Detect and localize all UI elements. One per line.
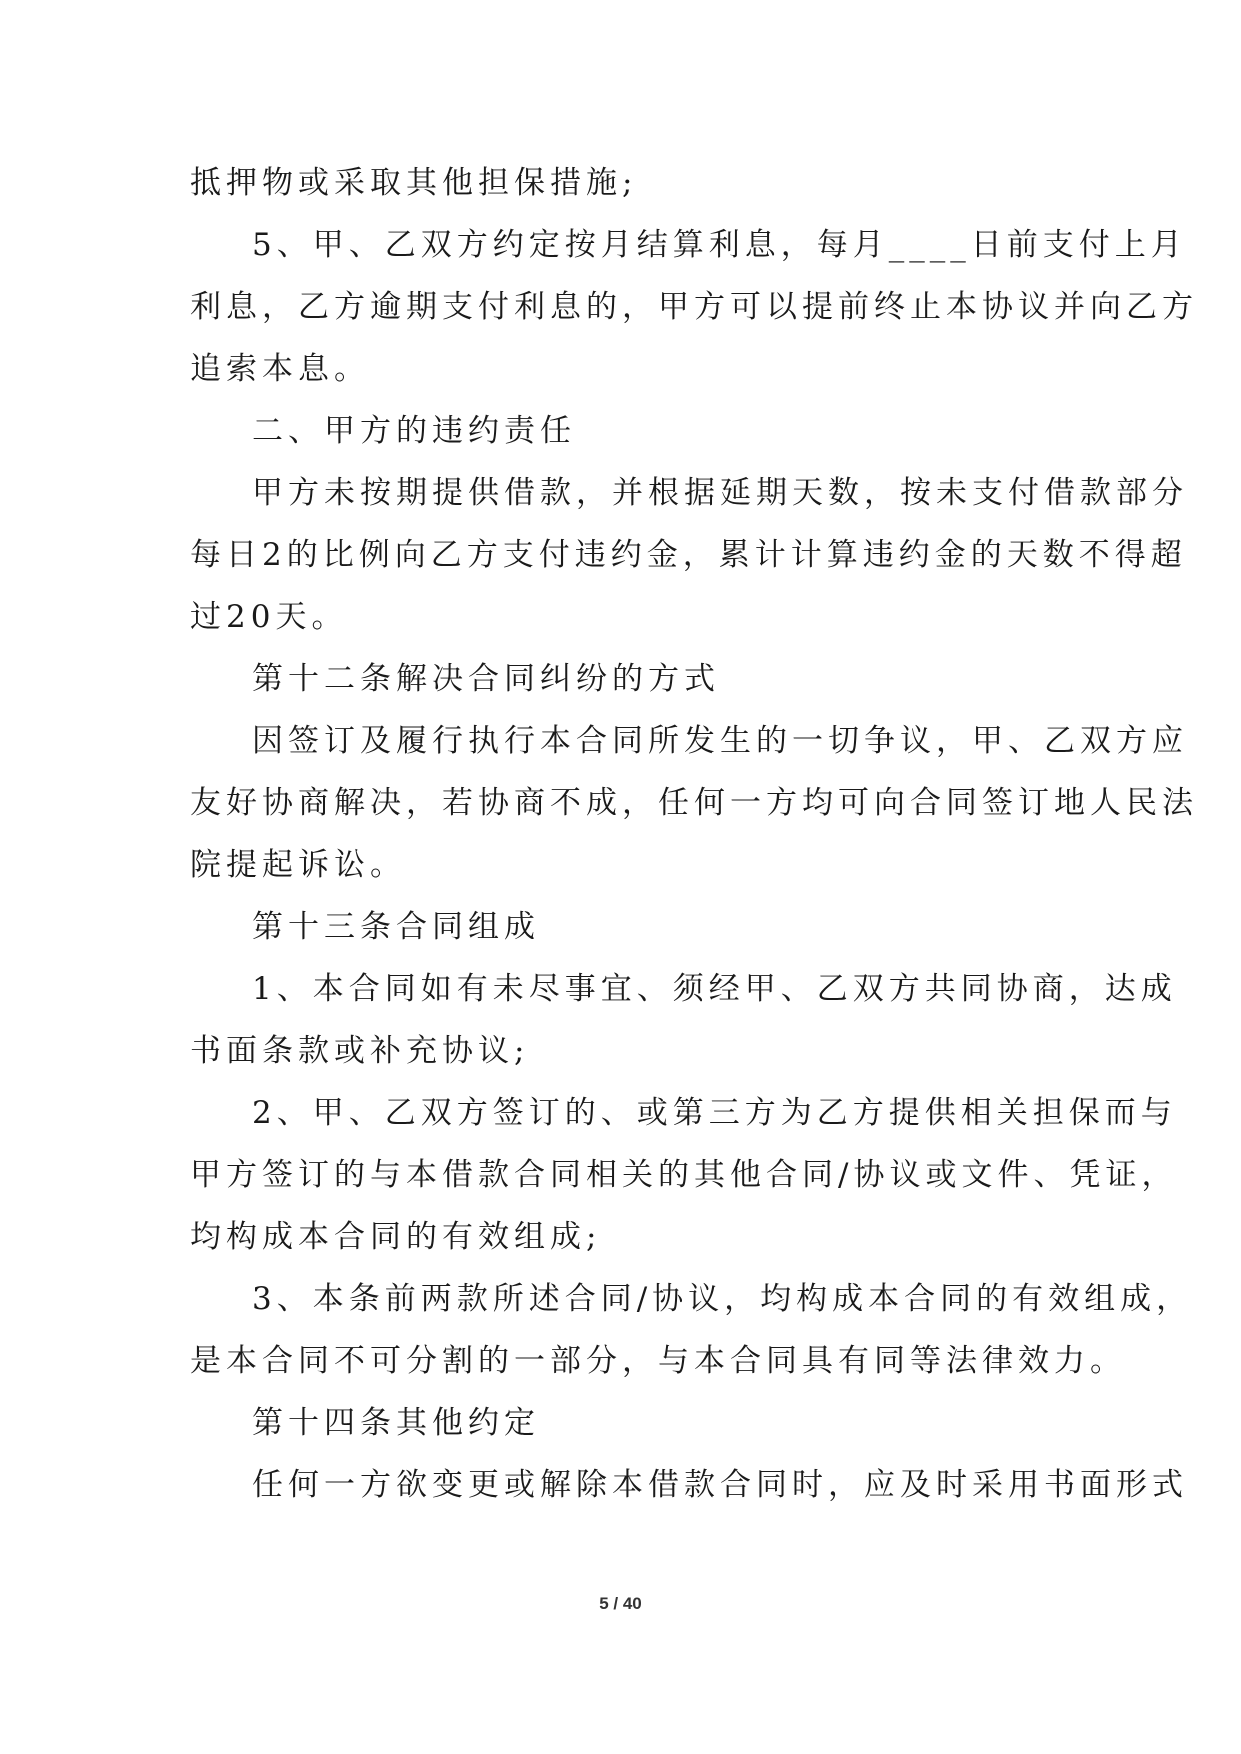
text-line: 第十二条解决合同纠纷的方式 xyxy=(252,661,720,697)
page-number: 5 / 40 xyxy=(599,1594,642,1613)
text-line: 追索本息。 xyxy=(190,351,370,387)
paragraph-party-a-liability xyxy=(190,462,1188,648)
text-line: 均构成本合同的有效组成; xyxy=(190,1219,602,1255)
article-heading-13 xyxy=(190,896,1055,958)
paragraph-dispute-resolution xyxy=(190,710,1198,896)
document-body xyxy=(190,152,1198,1516)
text-line: 甲方签订的与本借款合同相关的其他合同/协议或文件、凭证， xyxy=(190,1157,1178,1193)
paragraph-clause-2 xyxy=(190,1082,1178,1268)
text-line: 二、甲方的违约责任 xyxy=(252,413,576,449)
text-line: 利息，乙方逾期支付利息的，甲方可以提前终止本协议并向乙方 xyxy=(190,289,1198,325)
article-heading-14 xyxy=(190,1392,1055,1454)
section-heading-party-a-liability xyxy=(190,400,1055,462)
text-line: 第十三条合同组成 xyxy=(252,909,540,945)
text-line: 书面条款或补充协议; xyxy=(190,1033,530,1069)
text-line: 3、本条前两款所述合同/协议，均构成本合同的有效组成， xyxy=(252,1281,1193,1317)
text-line: 任何一方欲变更或解除本借款合同时，应及时采用书面形式 xyxy=(252,1467,1188,1503)
paragraph-other-terms xyxy=(190,1454,1188,1516)
paragraph-clause-3 xyxy=(190,1268,1193,1392)
text-line: 1、本合同如有未尽事宜、须经甲、乙双方共同协商，达成 xyxy=(252,971,1177,1007)
text-line: 每日2的比例向乙方支付违约金，累计计算违约金的天数不得超 xyxy=(190,537,1187,573)
text-line: 是本合同不可分割的一部分，与本合同具有同等法律效力。 xyxy=(190,1343,1126,1379)
paragraph-clause-1 xyxy=(190,958,1177,1082)
article-heading-12 xyxy=(190,648,1055,710)
text-line: 5、甲、乙双方约定按月结算利息，每月____日前支付上月 xyxy=(252,227,1187,263)
text-line: 抵押物或采取其他担保措施; xyxy=(190,165,638,201)
text-line: 过20天。 xyxy=(190,599,348,635)
text-line: 院提起诉讼。 xyxy=(190,847,406,883)
text-line: 友好协商解决，若协商不成，任何一方均可向合同签订地人民法 xyxy=(190,785,1198,821)
text-line: 因签订及履行执行本合同所发生的一切争议，甲、乙双方应 xyxy=(252,723,1188,759)
text-line: 2、甲、乙双方签订的、或第三方为乙方提供相关担保而与 xyxy=(252,1095,1177,1131)
paragraph-collateral-end xyxy=(190,152,1055,214)
paragraph-interest-settlement xyxy=(190,214,1198,400)
text-line: 甲方未按期提供借款，并根据延期天数，按未支付借款部分 xyxy=(252,475,1188,511)
text-line: 第十四条其他约定 xyxy=(252,1405,540,1441)
